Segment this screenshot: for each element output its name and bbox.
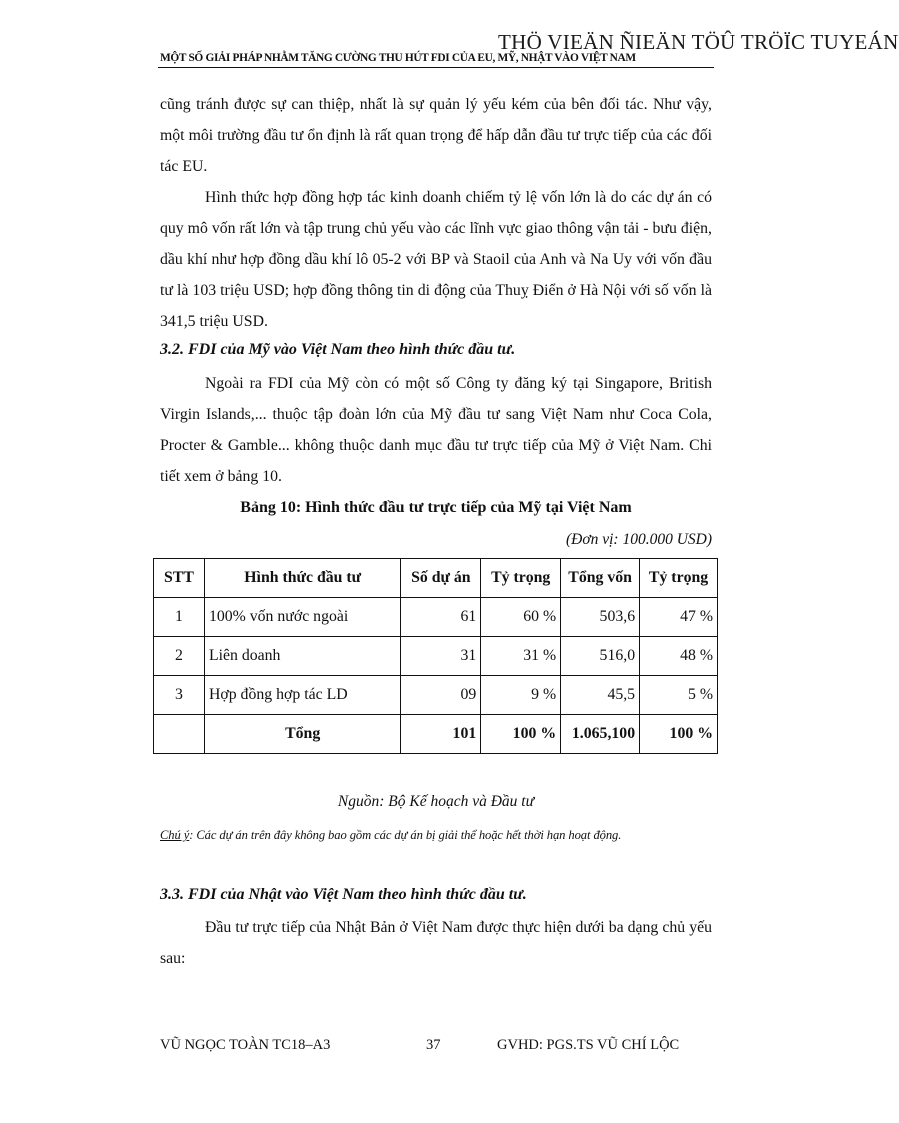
table-cell: 1.065,100 — [561, 715, 640, 754]
footer-author: VŨ NGỌC TOÀN TC18–A3 — [160, 1037, 331, 1053]
table-unit: (Đơn vị: 100.000 USD) — [565, 531, 712, 548]
paragraph-bcc-contracts: Hình thức hợp đồng hợp tác kinh doanh chiếm tỷ lệ vốn lớn là do các dự án có quy mô vốn rất lớn và tập trung chủ yếu vào các lĩnh vực giao thông vận tải - bưu điện, dầu khí như hợp đồng dầu khí lô 05-2 với BP và Staoil của Anh và Na Uy với vốn đầu tư là 103 triệu USD; hợp đồng thông tin di động của Thuỵ Điển ở Hà Nội với số vốn là 341,5 triệu USD. — [160, 189, 712, 330]
table-footnote — [160, 828, 720, 843]
page-number: 37 — [426, 1037, 441, 1053]
table-cell: 45,5 — [561, 676, 640, 715]
table-source: Nguồn: Bộ Kế hoạch và Đầu tư — [337, 793, 535, 810]
table-row — [154, 676, 718, 715]
table-cell: 2 — [154, 637, 205, 676]
table-cell: Liên doanh — [204, 637, 400, 676]
paragraph-japan-fdi: Đầu tư trực tiếp của Nhật Bản ở Việt Nam được thực hiện dưới ba dạng chủ yếu sau: — [160, 919, 712, 967]
table-cell: 5 % — [640, 676, 718, 715]
paragraph-us-fdi: Ngoài ra FDI của Mỹ còn có một số Công ty đăng ký tại Singapore, British Virgin Islands,... thuộc tập đoàn lớn của Mỹ đầu tư sang Việt Nam như Coca Cola, Procter & Gamble... không thuộc danh mục đầu tư trực tiếp của Mỹ ở Việt Nam. Chi tiết xem ở bảng 10. — [160, 375, 712, 485]
table-cell — [154, 715, 205, 754]
table-total-row — [154, 715, 718, 754]
table-cell: 516,0 — [561, 637, 640, 676]
table-cell: 48 % — [640, 637, 718, 676]
table-cell: 47 % — [640, 598, 718, 637]
table-cell: 61 — [401, 598, 481, 637]
table-header-cell: Số dự án — [401, 559, 481, 598]
running-header: MỘT SỐ GIẢI PHÁP NHẰM TĂNG CƯỜNG THU HÚT FDI CỦA EU, MỸ, NHẬT VÀO VIỆT NAM — [160, 52, 636, 64]
table-header-cell: STT — [154, 559, 205, 598]
table-cell: 503,6 — [561, 598, 640, 637]
table-cell: Hợp đồng hợp tác LD — [204, 676, 400, 715]
header-divider — [158, 67, 714, 68]
table-cell: 100% vốn nước ngoài — [204, 598, 400, 637]
table-title: Bảng 10: Hình thức đầu tư trực tiếp của Mỹ tại Việt Nam — [240, 499, 632, 516]
table-cell: 101 — [401, 715, 481, 754]
table-header-cell: Tỷ trọng — [640, 559, 718, 598]
table-cell: 100 % — [481, 715, 561, 754]
footer-advisor: GVHD: PGS.TS VŨ CHÍ LỘC — [497, 1037, 680, 1053]
table-cell: 31 % — [481, 637, 561, 676]
table-header-cell: Hình thức đầu tư — [204, 559, 400, 598]
watermark: THÖ VIEÄN ÑIEÄN TÖÛ TRÖÏC TUYEÁN — [498, 30, 899, 54]
footnote-text: : Các dự án trên đây không bao gồm các dự án bị giải thể hoặc hết thời hạn hoạt động. — [189, 828, 622, 842]
table-header-row — [154, 559, 718, 598]
table-cell: 09 — [401, 676, 481, 715]
section-heading-3-2: 3.2. FDI của Mỹ vào Việt Nam theo hình thức đầu tư. — [160, 341, 516, 358]
investment-form-table — [153, 558, 718, 754]
table-cell: 1 — [154, 598, 205, 637]
table-cell: 9 % — [481, 676, 561, 715]
section-heading-3-3: 3.3. FDI của Nhật vào Việt Nam theo hình thức đầu tư. — [160, 886, 527, 903]
table-header-cell: Tổng vốn — [561, 559, 640, 598]
table-cell: 3 — [154, 676, 205, 715]
footnote-label: Chú ý — [160, 828, 190, 842]
table-row — [154, 637, 718, 676]
table-row — [154, 598, 718, 637]
table-cell: 60 % — [481, 598, 561, 637]
table-header-cell: Tỷ trọng — [481, 559, 561, 598]
table-cell: 31 — [401, 637, 481, 676]
paragraph-eu-stability: cũng tránh được sự can thiệp, nhất là sự quản lý yếu kém của bên đối tác. Như vậy, một môi trường đầu tư ổn định là rất quan trọng để hấp dẫn đầu tư trực tiếp của các đối tác EU. — [160, 96, 712, 175]
table-cell: 100 % — [640, 715, 718, 754]
table-cell: Tổng — [204, 715, 400, 754]
